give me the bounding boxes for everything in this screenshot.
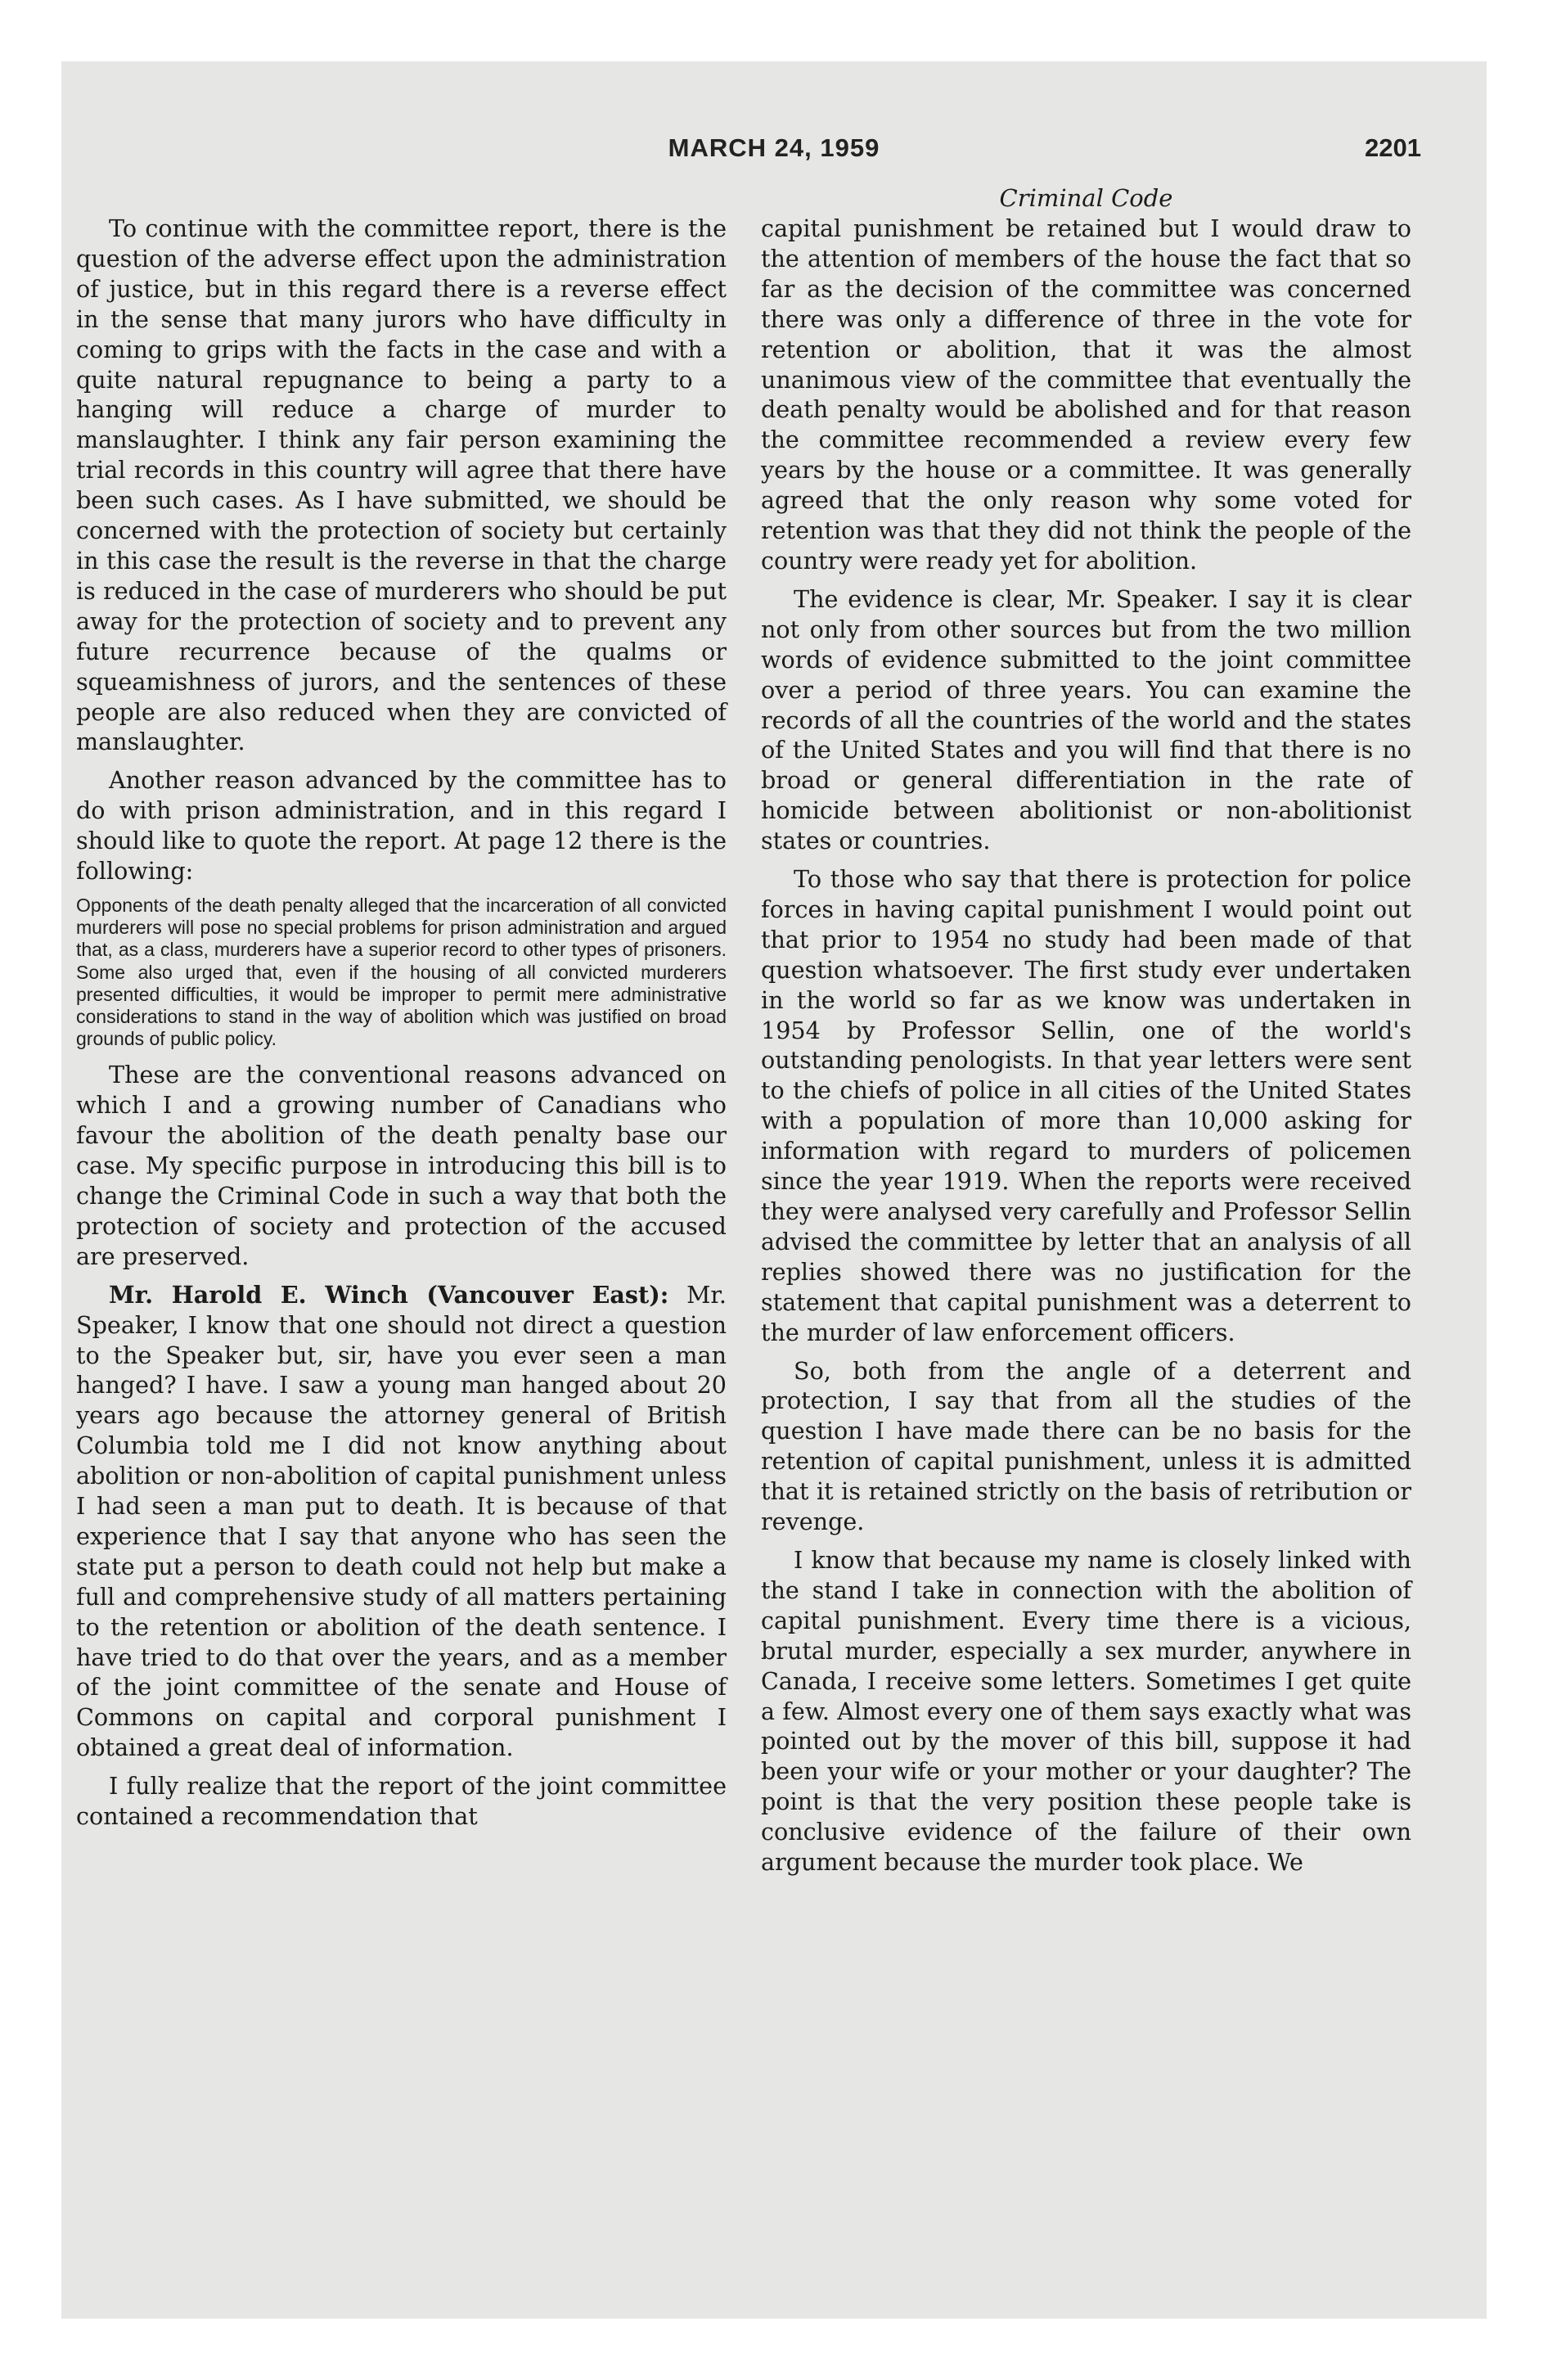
- paragraph: So, both from the angle of a deterrent and protection, I say that from all the studies of the question I have made there can be no basis for the retention of capital punishment, unless it is admitted that it is retained strictly on the basis of retribution or revenge.: [761, 1356, 1411, 1536]
- section-subject: Criminal Code: [999, 184, 1173, 212]
- speaker-name: Mr. Harold E. Winch (Vancouver East):: [109, 1280, 669, 1309]
- document-page: [61, 61, 1487, 2319]
- header-date: MARCH 24, 1959: [668, 133, 880, 162]
- paragraph: The evidence is clear, Mr. Speaker. I say it is clear not only from other sources but from the two million words of evidence submitted to the joint committee over a period of three years. You can examine the records of all the countries of the world and the states of the United States and you will find that there is no broad or general differentiation in the rate of homicide between abolitionist or non-abolitionist states or countries.: [761, 584, 1411, 855]
- page-number: 2201: [1365, 133, 1421, 162]
- left-column: [76, 214, 727, 1840]
- paragraph: Another reason advanced by the committee has to do with prison administration, and in this regard I should like to quote the report. At page 12 there is the following:: [76, 766, 727, 886]
- paragraph: I know that because my name is closely linked with the stand I take in connection with the abolition of capital punishment. Every time there is a vicious, brutal murder, especially a sex murder, anywhere in Canada, I receive some letters. Sometimes I get quite a few. Almost every one of them says exactly what was pointed out by the mover of this bill, suppose it had been your wife or your mother or your daughter? The point is that the very position these people take is conclusive evidence of the failure of their own argument because the murder took place. We: [761, 1545, 1411, 1877]
- paragraph: capital punishment be retained but I would draw to the attention of members of the house the fact that so far as the decision of the committee was concerned there was only a difference of three in the vote for retention or abolition, that it was the almost unanimous view of the committee that eventually the death penalty would be abolished and for that reason the committee recommended a review every few years by the house or a committee. It was generally agreed that the only reason why some voted for retention was that they did not think the people of the country were ready yet for abolition.: [761, 214, 1411, 575]
- right-column: [761, 184, 1411, 1886]
- speaker-text: Mr. Speaker, I know that one should not direct a question to the Speaker but, sir, have you ever seen a man hanged? I have. I saw a young man hanged about 20 years ago because the attorney general of British Columbia told me I did not know anything about abolition or non-abolition of capital punishment unless I had seen a man put to death. It is because of that experience that I say that anyone who has seen the state put a person to death could not help but make a full and comprehensive study of all matters pertaining to the retention or abolition of the death sentence. I have tried to do that over the years, and as a member of the joint committee of the senate and House of Commons on capital and corporal punishment I obtained a great deal of information.: [76, 1280, 727, 1762]
- paragraph-speaker: [76, 1280, 727, 1764]
- paragraph: These are the conventional reasons advanced on which I and a growing number of Canadians who favour the abolition of the death penalty base our case. My specific purpose in introducing this bill is to change the Criminal Code in such a way that both the protection of society and protection of the accused are preserved.: [76, 1061, 727, 1270]
- paragraph: To those who say that there is protection for police forces in having capital punishment I would point out that prior to 1954 no study had been made of that question whatsoever. The first study ever undertaken in the world so far as we know was undertaken in 1954 by Professor Sellin, one of the world's outstanding penologists. In that year letters were sent to the chiefs of police in all cities of the United States with a population of more than 10,000 asking for information with regard to murders of policemen since the year 1919. When the reports were received they were analysed very carefully and Professor Sellin advised the committee by letter that an analysis of all replies showed there was no justification for the statement that capital punishment was a deterrent to the murder of law enforcement officers.: [761, 865, 1411, 1346]
- block-quote: Opponents of the death penalty alleged that the incarceration of all convicted murderers will pose no special problems for prison administration and argued that, as a class, murderers have a superior record to other types of prisoners. Some also urged that, even if the housing of all convicted murderers presented difficulties, it would be improper to permit mere administrative considerations to stand in the way of abolition which was justified on broad grounds of public policy.: [76, 894, 727, 1050]
- paragraph: I fully realize that the report of the joint committee contained a recommendation that: [76, 1772, 727, 1831]
- paragraph: To continue with the committee report, there is the question of the adverse effect upon the administration of justice, but in this regard there is a reverse effect in the sense that many jurors who have difficulty in coming to grips with the facts in the case and with a quite natural repugnance to being a party to a hanging will reduce a charge of murder to manslaughter. I think any fair person examining the trial records in this country will agree that there have been such cases. As I have submitted, we should be concerned with the protection of society but certainly in this case the result is the reverse in that the charge is reduced in the case of murderers who should be put away for the protection of society and to prevent any future recurrence because of the qualms or squeamishness of jurors, and the sentences of these people are also reduced when they are convicted of manslaughter.: [76, 214, 727, 756]
